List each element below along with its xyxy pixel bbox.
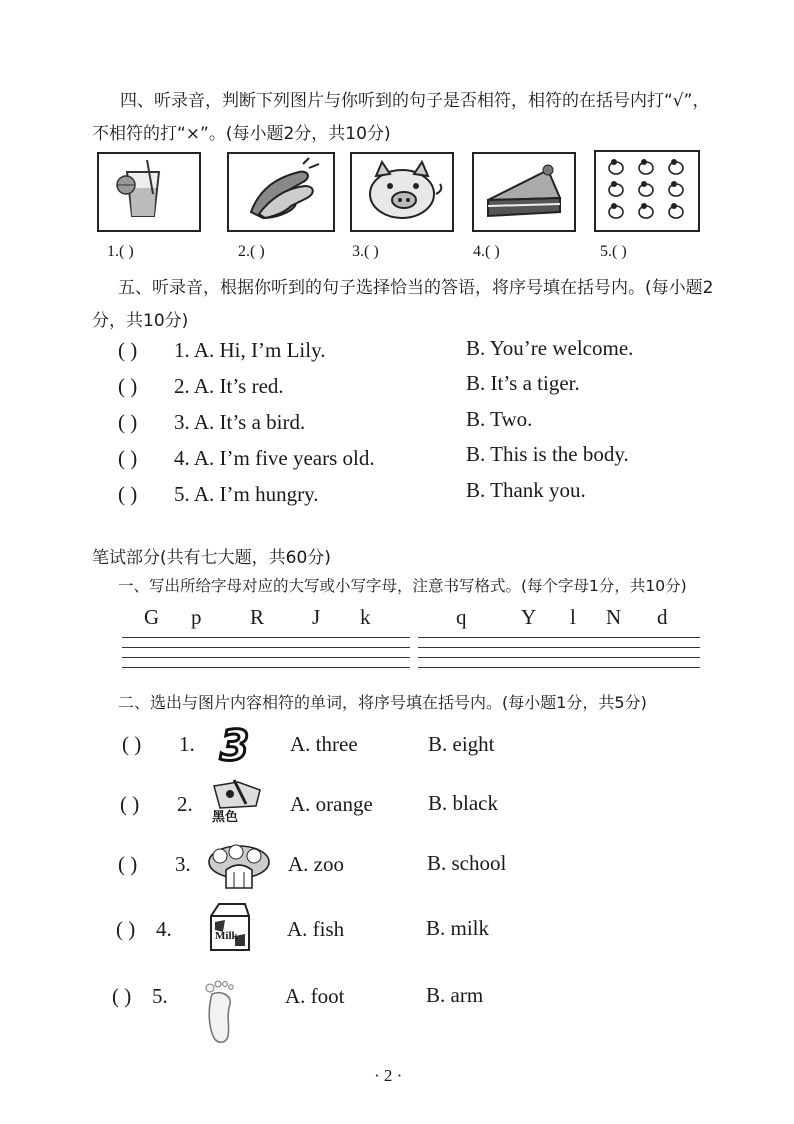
picture-label-1: 1.( ) [107, 243, 134, 260]
picture-box-1 [97, 152, 201, 232]
part2-q5-option-b: B. arm [426, 983, 484, 1007]
question5-1-bracket: ( ) [118, 338, 138, 362]
letter-left-5: k [360, 605, 371, 629]
milk-carton-label: Milk [215, 930, 238, 942]
question5-2-bracket: ( ) [118, 374, 138, 398]
milk-carton-icon [205, 900, 253, 952]
picture-label-2: 2.( ) [238, 243, 265, 260]
foot-icon [200, 974, 240, 1046]
section4-title: 四、听录音，判断下列图片与你听到的句子是否相符，相符的在括号内打“√”， [120, 91, 710, 111]
part2-q4-number: 4. [156, 917, 172, 941]
part2-q1-number: 1. [179, 732, 195, 756]
part2-q1-option-b: B. eight [428, 732, 495, 756]
letter-left-3: R [250, 605, 265, 629]
letter-right-1: q [456, 605, 467, 629]
part2-q5-number: 5. [152, 984, 168, 1008]
part2-q3-bracket: ( ) [118, 852, 138, 876]
writing-lines-left[interactable] [122, 637, 410, 677]
section5-title-line2: 分，共10分) [92, 311, 189, 331]
clapping-hands-icon [229, 154, 333, 230]
question5-3-option-a: 3. A. It’s a bird. [174, 410, 306, 434]
ducks-icon [596, 152, 698, 230]
part1-title: 一、写出所给字母对应的大写或小写字母，注意书写格式。(每个字母1分，共10分) [118, 577, 687, 595]
part2-q2-bracket: ( ) [120, 792, 140, 816]
part2-q4-option-b: B. milk [426, 916, 490, 940]
part2-q2-option-b: B. black [428, 791, 498, 815]
picture-box-5 [594, 150, 700, 232]
letter-right-4: N [606, 605, 622, 629]
question5-5-bracket: ( ) [118, 482, 138, 506]
picture-label-4: 4.( ) [473, 243, 500, 260]
picture-box-4 [472, 152, 576, 232]
letter-right-2: Y [521, 605, 537, 629]
letter-right-5: d [657, 605, 668, 629]
svg-text:3: 3 [220, 722, 250, 766]
question5-5-option-b: B. Thank you. [466, 478, 586, 502]
part2-q5-option-a: A. foot [285, 984, 345, 1008]
black-paint-icon [208, 776, 266, 828]
juice-glass-icon [99, 154, 199, 230]
part2-q4-bracket: ( ) [116, 917, 136, 941]
writing-lines-right[interactable] [418, 637, 700, 677]
part2-q1-bracket: ( ) [122, 732, 142, 756]
written-part-title: 笔试部分(共有七大题，共60分) [92, 548, 331, 568]
question5-4-option-a: 4. A. I’m five years old. [174, 446, 375, 470]
zoo-icon [206, 842, 272, 890]
question5-3-option-b: B. Two. [466, 407, 533, 431]
part2-q5-bracket: ( ) [112, 984, 132, 1008]
pig-icon [352, 154, 452, 230]
letter-left-2: p [191, 605, 202, 629]
cake-icon [474, 154, 574, 230]
part2-q2-number: 2. [177, 792, 193, 816]
question5-4-bracket: ( ) [118, 446, 138, 470]
number-three-icon [212, 722, 268, 766]
part2-q4-option-a: A. fish [287, 917, 345, 941]
picture-box-3 [350, 152, 454, 232]
picture-label-5: 5.( ) [600, 243, 627, 260]
part2-q2-option-a: A. orange [290, 792, 373, 816]
part2-q3-option-b: B. school [427, 851, 507, 875]
question5-3-bracket: ( ) [118, 410, 138, 434]
part2-q3-option-a: A. zoo [288, 852, 344, 876]
question5-2-option-a: 2. A. It’s red. [174, 374, 284, 398]
question5-4-option-b: B. This is the body. [466, 442, 629, 466]
question5-5-option-a: 5. A. I’m hungry. [174, 482, 319, 506]
picture-label-3: 3.( ) [352, 243, 379, 260]
section5-title: 五、听录音，根据你听到的句子选择恰当的答语，将序号填在括号内。(每小题2 [118, 278, 714, 298]
part2-q1-option-a: A. three [290, 732, 358, 756]
question5-2-option-b: B. It’s a tiger. [466, 371, 580, 395]
picture-box-2 [227, 152, 335, 232]
section4-title-line2: 不相符的打“×”。(每小题2分，共10分) [92, 124, 391, 144]
question5-1-option-b: B. You’re welcome. [466, 336, 634, 360]
part2-q3-number: 3. [175, 852, 191, 876]
letter-left-1: G [144, 605, 160, 629]
letter-left-4: J [312, 605, 321, 629]
question5-1-option-a: 1. A. Hi, I’m Lily. [174, 338, 326, 362]
letter-right-3: l [570, 605, 576, 629]
part2-title: 二、选出与图片内容相符的单词，将序号填在括号内。(每小题1分，共5分) [118, 693, 647, 712]
page-number: · 2 · [374, 1066, 403, 1085]
black-paint-caption: 黑色 [212, 810, 239, 825]
